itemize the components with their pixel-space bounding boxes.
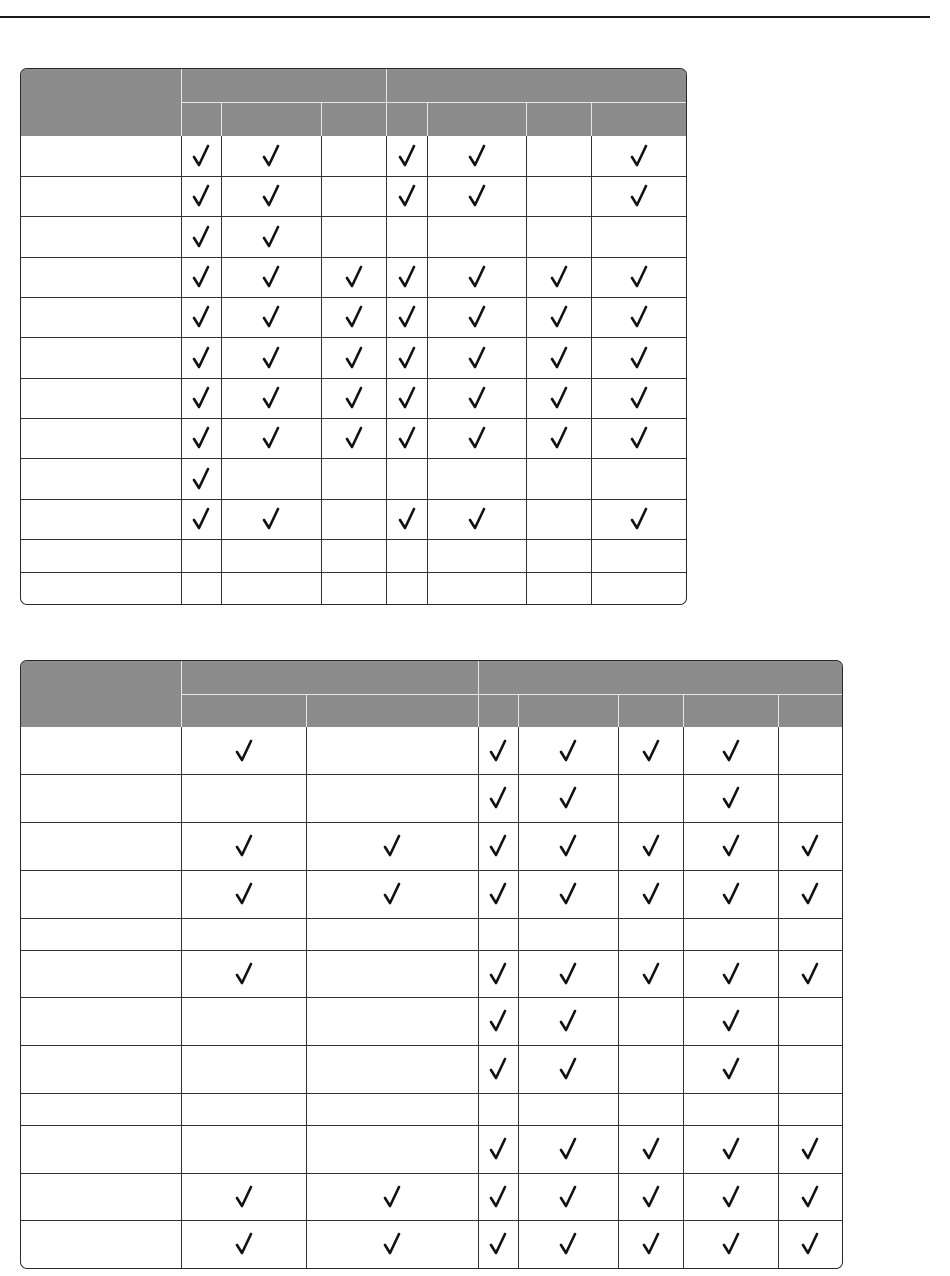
checkmark-icon <box>262 386 280 410</box>
checkmark-icon <box>192 144 210 168</box>
checkmark-icon <box>642 1137 660 1161</box>
checkmark-icon <box>235 834 253 858</box>
checkmark-icon <box>468 346 486 370</box>
checkmark-icon <box>235 739 253 763</box>
checkmark-icon <box>489 1137 507 1161</box>
table-row <box>21 774 842 822</box>
compatibility-table-1 <box>20 68 687 605</box>
checkmark-icon <box>192 346 210 370</box>
checkmark-icon <box>235 1232 253 1256</box>
checkmark-icon <box>383 1185 401 1209</box>
header-group-divider <box>478 661 479 727</box>
checkmark-icon <box>235 1185 253 1209</box>
checkmark-icon <box>192 265 210 289</box>
checkmark-icon <box>192 426 210 450</box>
checkmark-icon <box>801 1137 819 1161</box>
checkmark-icon <box>262 265 280 289</box>
checkmark-icon <box>398 426 416 450</box>
table-row <box>21 997 842 1045</box>
header-subcolumn-divider <box>591 102 592 136</box>
table-row <box>21 176 686 216</box>
checkmark-icon <box>489 1185 507 1209</box>
checkmark-icon <box>801 1232 819 1256</box>
checkmark-icon <box>192 386 210 410</box>
checkmark-icon <box>192 184 210 208</box>
checkmark-icon <box>630 346 648 370</box>
checkmark-icon <box>642 1185 660 1209</box>
checkmark-icon <box>489 834 507 858</box>
header-group-divider <box>181 69 182 136</box>
checkmark-icon <box>468 144 486 168</box>
header-subcolumn-divider <box>526 102 527 136</box>
checkmark-icon <box>722 1137 740 1161</box>
checkmark-icon <box>489 786 507 810</box>
header-group-divider <box>386 69 387 136</box>
checkmark-icon <box>630 426 648 450</box>
checkmark-icon <box>345 305 363 329</box>
table-row <box>21 870 842 918</box>
checkmark-icon <box>468 426 486 450</box>
compatibility-table-2 <box>20 660 843 1269</box>
checkmark-icon <box>801 1185 819 1209</box>
header-subcolumn-divider <box>221 102 222 136</box>
checkmark-icon <box>559 882 577 906</box>
table-row <box>21 727 842 774</box>
checkmark-icon <box>262 507 280 531</box>
checkmark-icon <box>468 184 486 208</box>
checkmark-icon <box>398 305 416 329</box>
checkmark-icon <box>630 265 648 289</box>
checkmark-icon <box>642 962 660 986</box>
checkmark-icon <box>345 386 363 410</box>
table-row <box>21 499 686 539</box>
checkmark-icon <box>630 144 648 168</box>
checkmark-icon <box>722 739 740 763</box>
checkmark-icon <box>550 305 568 329</box>
checkmark-icon <box>642 1232 660 1256</box>
checkmark-icon <box>559 1057 577 1081</box>
checkmark-icon <box>262 305 280 329</box>
checkmark-icon <box>398 507 416 531</box>
checkmark-icon <box>468 305 486 329</box>
checkmark-icon <box>559 834 577 858</box>
table-row <box>21 1125 842 1173</box>
checkmark-icon <box>550 265 568 289</box>
checkmark-icon <box>262 184 280 208</box>
checkmark-icon <box>722 1009 740 1033</box>
checkmark-icon <box>468 386 486 410</box>
checkmark-icon <box>630 184 648 208</box>
header-subcolumn-divider <box>683 694 684 727</box>
checkmark-icon <box>398 265 416 289</box>
checkmark-icon <box>722 1232 740 1256</box>
checkmark-icon <box>642 834 660 858</box>
table-row <box>21 458 686 499</box>
checkmark-icon <box>398 144 416 168</box>
table-row <box>21 572 686 604</box>
header-subcolumn-divider <box>306 694 307 727</box>
checkmark-icon <box>383 882 401 906</box>
checkmark-icon <box>262 225 280 249</box>
checkmark-icon <box>630 507 648 531</box>
checkmark-icon <box>630 305 648 329</box>
checkmark-icon <box>559 739 577 763</box>
checkmark-icon <box>559 1137 577 1161</box>
checkmark-icon <box>722 962 740 986</box>
checkmark-icon <box>722 786 740 810</box>
table-row <box>21 1220 842 1268</box>
checkmark-icon <box>559 786 577 810</box>
checkmark-icon <box>192 225 210 249</box>
checkmark-icon <box>559 1185 577 1209</box>
table-row <box>21 918 842 950</box>
table-row <box>21 950 842 997</box>
checkmark-icon <box>559 1232 577 1256</box>
table-row <box>21 822 842 870</box>
checkmark-icon <box>722 834 740 858</box>
checkmark-icon <box>398 184 416 208</box>
checkmark-icon <box>489 962 507 986</box>
header-subcolumn-divider <box>618 694 619 727</box>
header-group-divider <box>181 661 182 727</box>
checkmark-icon <box>192 507 210 531</box>
table-row <box>21 1093 842 1125</box>
table-row <box>21 1045 842 1093</box>
checkmark-icon <box>468 265 486 289</box>
checkmark-icon <box>345 346 363 370</box>
checkmark-icon <box>262 346 280 370</box>
checkmark-icon <box>192 305 210 329</box>
table-row <box>21 1173 842 1220</box>
checkmark-icon <box>235 882 253 906</box>
checkmark-icon <box>801 834 819 858</box>
checkmark-icon <box>801 962 819 986</box>
checkmark-icon <box>489 739 507 763</box>
header-subcolumn-divider <box>778 694 779 727</box>
checkmark-icon <box>801 882 819 906</box>
checkmark-icon <box>559 1009 577 1033</box>
checkmark-icon <box>642 882 660 906</box>
checkmark-icon <box>489 1232 507 1256</box>
checkmark-icon <box>722 882 740 906</box>
checkmark-icon <box>642 739 660 763</box>
top-rule <box>0 16 930 18</box>
checkmark-icon <box>345 265 363 289</box>
header-split-line <box>181 102 686 103</box>
checkmark-icon <box>383 1232 401 1256</box>
checkmark-icon <box>489 882 507 906</box>
checkmark-icon <box>262 144 280 168</box>
checkmark-icon <box>559 962 577 986</box>
checkmark-icon <box>489 1057 507 1081</box>
checkmark-icon <box>550 386 568 410</box>
checkmark-icon <box>630 386 648 410</box>
header-split-line <box>181 694 842 695</box>
checkmark-icon <box>235 962 253 986</box>
checkmark-icon <box>398 386 416 410</box>
checkmark-icon <box>468 507 486 531</box>
checkmark-icon <box>550 426 568 450</box>
checkmark-icon <box>383 834 401 858</box>
table-row <box>21 539 686 572</box>
table-row <box>21 216 686 257</box>
checkmark-icon <box>345 426 363 450</box>
checkmark-icon <box>722 1185 740 1209</box>
checkmark-icon <box>192 467 210 491</box>
table-row <box>21 136 686 176</box>
header-subcolumn-divider <box>427 102 428 136</box>
checkmark-icon <box>262 426 280 450</box>
header-subcolumn-divider <box>321 102 322 136</box>
checkmark-icon <box>398 346 416 370</box>
checkmark-icon <box>550 346 568 370</box>
checkmark-icon <box>489 1009 507 1033</box>
checkmark-icon <box>722 1057 740 1081</box>
header-subcolumn-divider <box>518 694 519 727</box>
